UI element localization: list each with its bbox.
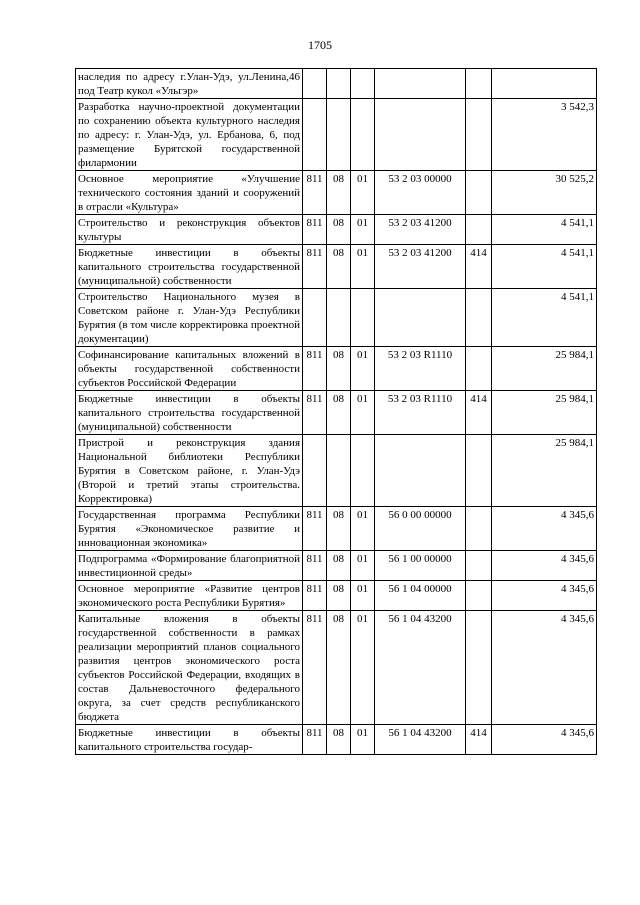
row-target-article: 56 0 00 00000	[375, 507, 466, 551]
row-name: Бюджетные инвестиции в объекты капитального строительства государственной (муниципальной) собственности	[76, 391, 303, 435]
row-expense-type: 414	[466, 391, 492, 435]
row-section-code	[327, 289, 351, 347]
row-grbs-code: 811	[303, 581, 327, 611]
row-name: Пристрой и реконструкция здания Национальной библиотеки Республики Бурятия в Советском районе, г. Улан-Удэ (Второй и третий этапы строительства. Корректировка)	[76, 435, 303, 507]
row-amount	[492, 69, 597, 99]
row-section-code: 08	[327, 347, 351, 391]
row-name: Подпрограмма «Формирование благоприятной инвестиционной среды»	[76, 551, 303, 581]
row-expense-type	[466, 171, 492, 215]
row-subsection-code: 01	[351, 507, 375, 551]
row-name: Бюджетные инвестиции в объекты капитального строительства государ-	[76, 725, 303, 755]
row-expense-type	[466, 289, 492, 347]
row-section-code	[327, 435, 351, 507]
row-name: Основное мероприятие «Улучшение технического состояния зданий и сооружений в отрасли «Культура»	[76, 171, 303, 215]
row-subsection-code: 01	[351, 391, 375, 435]
table-row	[76, 611, 597, 725]
table-row	[76, 391, 597, 435]
row-subsection-code: 01	[351, 347, 375, 391]
row-amount: 4 541,1	[492, 215, 597, 245]
row-grbs-code: 811	[303, 215, 327, 245]
page-number: 1705	[308, 38, 332, 52]
budget-table	[75, 68, 597, 755]
table-row	[76, 289, 597, 347]
table-row	[76, 215, 597, 245]
row-section-code: 08	[327, 507, 351, 551]
table-row	[76, 551, 597, 581]
row-amount: 25 984,1	[492, 435, 597, 507]
row-expense-type	[466, 435, 492, 507]
row-target-article: 56 1 04 43200	[375, 725, 466, 755]
row-grbs-code: 811	[303, 347, 327, 391]
row-target-article: 53 2 03 R1110	[375, 347, 466, 391]
row-grbs-code: 811	[303, 611, 327, 725]
row-subsection-code	[351, 289, 375, 347]
row-grbs-code	[303, 69, 327, 99]
row-target-article: 56 1 04 43200	[375, 611, 466, 725]
row-section-code: 08	[327, 581, 351, 611]
row-name: Основное мероприятие «Развитие центров экономического роста Республики Бурятия»	[76, 581, 303, 611]
row-target-article: 53 2 03 00000	[375, 171, 466, 215]
table-row	[76, 69, 597, 99]
row-grbs-code	[303, 435, 327, 507]
row-name: наследия по адресу г.Улан-Удэ, ул.Ленина,46 под Театр кукол «Ульгэр»	[76, 69, 303, 99]
row-section-code: 08	[327, 245, 351, 289]
row-target-article: 56 1 04 00000	[375, 581, 466, 611]
row-name: Государственная программа Республики Бурятия «Экономическое развитие и инновационная экономика»	[76, 507, 303, 551]
row-name: Софинансирование капитальных вложений в объекты государственной собственности субъектов Российской Федерации	[76, 347, 303, 391]
row-subsection-code: 01	[351, 581, 375, 611]
row-section-code: 08	[327, 391, 351, 435]
row-amount: 4 345,6	[492, 611, 597, 725]
row-subsection-code	[351, 435, 375, 507]
row-subsection-code: 01	[351, 215, 375, 245]
row-section-code: 08	[327, 551, 351, 581]
row-expense-type	[466, 99, 492, 171]
row-expense-type	[466, 69, 492, 99]
row-amount: 25 984,1	[492, 391, 597, 435]
row-grbs-code: 811	[303, 725, 327, 755]
row-name: Разработка научно-проектной документации по сохранению объекта культурного наследия по адресу: г. Улан-Удэ, ул. Ербанова, 6, под размещение Бурятской государственной филармонии	[76, 99, 303, 171]
row-section-code: 08	[327, 215, 351, 245]
row-amount: 4 345,6	[492, 581, 597, 611]
table-row	[76, 245, 597, 289]
row-target-article: 56 1 00 00000	[375, 551, 466, 581]
row-subsection-code: 01	[351, 611, 375, 725]
row-section-code: 08	[327, 171, 351, 215]
row-name: Капитальные вложения в объекты государственной собственности в рамках реализации мероприятий планов социального развития центров экономического роста субъектов Российской Федерации, входящих в состав Дальневосточного федерального округа, за счет средств республиканского бюджета	[76, 611, 303, 725]
row-expense-type	[466, 611, 492, 725]
row-grbs-code: 811	[303, 391, 327, 435]
row-amount: 4 541,1	[492, 245, 597, 289]
row-subsection-code: 01	[351, 171, 375, 215]
row-amount: 3 542,3	[492, 99, 597, 171]
row-expense-type	[466, 551, 492, 581]
row-amount: 4 345,6	[492, 551, 597, 581]
table-row	[76, 725, 597, 755]
row-expense-type	[466, 507, 492, 551]
row-amount: 30 525,2	[492, 171, 597, 215]
row-grbs-code: 811	[303, 245, 327, 289]
row-name: Бюджетные инвестиции в объекты капитального строительства государственной (муниципальной) собственности	[76, 245, 303, 289]
row-section-code: 08	[327, 725, 351, 755]
row-target-article: 53 2 03 41200	[375, 245, 466, 289]
row-amount: 4 541,1	[492, 289, 597, 347]
table-row	[76, 581, 597, 611]
table-row	[76, 435, 597, 507]
row-grbs-code	[303, 99, 327, 171]
row-grbs-code	[303, 289, 327, 347]
row-subsection-code	[351, 99, 375, 171]
row-section-code	[327, 69, 351, 99]
row-subsection-code: 01	[351, 725, 375, 755]
row-grbs-code: 811	[303, 551, 327, 581]
row-name: Строительство Национального музея в Советском районе г. Улан-Удэ Республики Бурятия (в том числе корректировка проектной документации)	[76, 289, 303, 347]
row-amount: 4 345,6	[492, 507, 597, 551]
row-target-article	[375, 435, 466, 507]
row-section-code: 08	[327, 611, 351, 725]
row-amount: 25 984,1	[492, 347, 597, 391]
row-target-article: 53 2 03 R1110	[375, 391, 466, 435]
row-expense-type: 414	[466, 245, 492, 289]
row-target-article	[375, 99, 466, 171]
row-target-article	[375, 69, 466, 99]
row-expense-type	[466, 581, 492, 611]
row-name: Строительство и реконструкция объектов культуры	[76, 215, 303, 245]
row-target-article: 53 2 03 41200	[375, 215, 466, 245]
row-target-article	[375, 289, 466, 347]
row-grbs-code: 811	[303, 507, 327, 551]
row-subsection-code	[351, 69, 375, 99]
row-subsection-code: 01	[351, 245, 375, 289]
table-row	[76, 99, 597, 171]
row-expense-type	[466, 215, 492, 245]
row-expense-type	[466, 347, 492, 391]
table-row	[76, 347, 597, 391]
row-grbs-code: 811	[303, 171, 327, 215]
row-expense-type: 414	[466, 725, 492, 755]
table-row	[76, 507, 597, 551]
row-amount: 4 345,6	[492, 725, 597, 755]
table-row	[76, 171, 597, 215]
row-subsection-code: 01	[351, 551, 375, 581]
row-section-code	[327, 99, 351, 171]
